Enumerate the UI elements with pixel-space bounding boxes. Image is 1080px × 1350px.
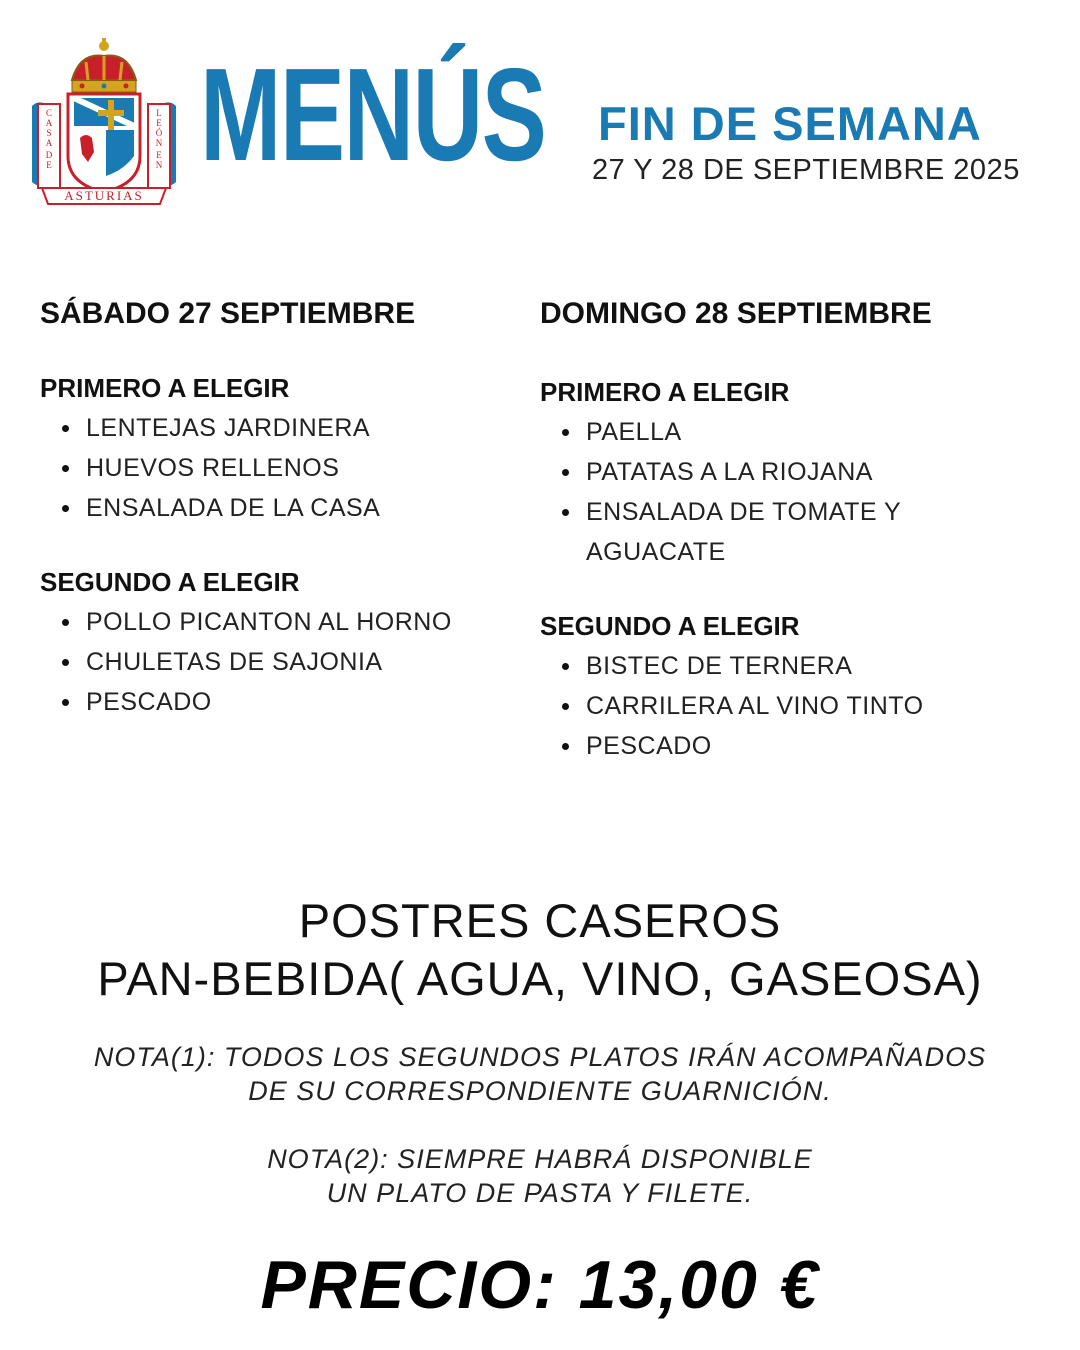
bread-drink-line: PAN-BEBIDA( AGUA, VINO, GASEOSA) <box>97 952 983 1005</box>
included-extras <box>0 892 1080 1008</box>
coat-of-arms-logo <box>28 34 180 212</box>
saturday-first-course-list <box>40 408 540 528</box>
logo-banner-text: ASTURIAS <box>64 188 144 203</box>
note-1-line-2: DE SU CORRESPONDIENTE GUARNICIÓN. <box>248 1076 832 1106</box>
list-item: BISTEC DE TERNERA <box>586 646 1040 686</box>
list-item: PATATAS A LA RIOJANA <box>586 452 986 492</box>
list-item: POLLO PICANTON AL HORNO <box>86 602 540 642</box>
page-subtitle: FIN DE SEMANA <box>598 97 982 150</box>
sunday-menu <box>540 296 1040 766</box>
price-label: PRECIO: 13,00 € <box>260 1247 820 1323</box>
list-item: PESCADO <box>86 682 540 722</box>
list-item: PAELLA <box>586 412 986 452</box>
saturday-second-course-list <box>40 602 540 722</box>
list-item: CARRILERA AL VINO TINTO <box>586 686 1040 726</box>
saturday-title: SÁBADO 27 SEPTIEMBRE <box>40 297 416 330</box>
list-item: ENSALADA DE LA CASA <box>86 488 540 528</box>
sunday-first-course-list <box>540 412 986 572</box>
note-2-line-1: NOTA(2): SIEMPRE HABRÁ DISPONIBLE <box>267 1144 813 1174</box>
note-2-line-2: UN PLATO DE PASTA Y FILETE. <box>326 1178 754 1208</box>
sunday-title: DOMINGO 28 SEPTIEMBRE <box>540 297 932 330</box>
shield-icon <box>68 94 140 192</box>
logo-right-text: L E Ó N E N <box>155 108 163 170</box>
list-item: ENSALADA DE TOMATE Y AGUACATE <box>586 492 986 572</box>
note-1-line-1: NOTA(1): TODOS LOS SEGUNDOS PLATOS IRÁN ACOMPAÑADOS <box>93 1042 987 1072</box>
saturday-second-course-title: SEGUNDO A ELEGIR <box>40 567 300 597</box>
note-1 <box>0 1040 1080 1108</box>
sunday-second-course-list <box>540 646 1040 766</box>
page-title: MENÚS <box>200 41 546 188</box>
sunday-first-course-title: PRIMERO A ELEGIR <box>540 377 790 407</box>
saturday-menu <box>40 296 540 722</box>
list-item: CHULETAS DE SAJONIA <box>86 642 540 682</box>
note-2 <box>0 1142 1080 1210</box>
desserts-line: POSTRES CASEROS <box>298 894 782 947</box>
list-item: LENTEJAS JARDINERA <box>86 408 540 448</box>
sunday-second-course-title: SEGUNDO A ELEGIR <box>540 611 800 641</box>
saturday-first-course-title: PRIMERO A ELEGIR <box>40 373 290 403</box>
menu-dates: 27 Y 28 DE SEPTIEMBRE 2025 <box>592 154 1020 186</box>
list-item: PESCADO <box>586 726 1040 766</box>
list-item: HUEVOS RELLENOS <box>86 448 540 488</box>
crown-icon <box>72 38 136 92</box>
logo-left-text: C A S A D E <box>45 108 53 170</box>
